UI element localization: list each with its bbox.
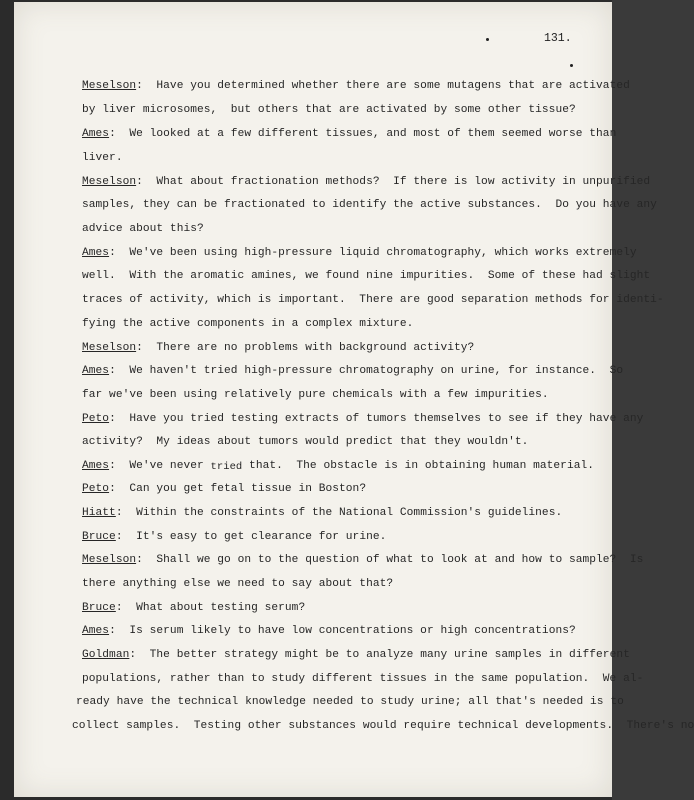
speaker-name: Ames	[82, 625, 110, 637]
transcript-line	[82, 460, 594, 472]
speech-text: : We've never	[109, 460, 211, 472]
inserted-word: tried	[210, 461, 243, 473]
ink-speck	[570, 64, 573, 67]
speech-text: : What about fractionation methods? If there is low activity in unpurified	[136, 176, 651, 188]
transcript-line: collect samples. Testing other substances would require technical developments. There's no	[72, 720, 694, 732]
transcript-line: far we've been using relatively pure chemicals with a few impurities.	[82, 389, 549, 401]
speaker-name: Ames	[82, 365, 110, 377]
transcript-line	[82, 247, 637, 259]
transcript-line: activity? My ideas about tumors would predict that they wouldn't.	[82, 436, 529, 448]
transcript-line	[82, 531, 386, 543]
speaker-name: Goldman	[82, 649, 130, 661]
speech-text: : There are no problems with background activity?	[136, 342, 475, 354]
transcript-line: samples, they can be fractionated to identify the active substances. Do you have any	[82, 199, 657, 211]
speaker-name: Ames	[82, 460, 110, 472]
speech-text: : Can you get fetal tissue in Boston?	[109, 483, 367, 495]
transcript-line: well. With the aromatic amines, we found nine impurities. Some of these had slight	[82, 270, 651, 282]
ink-speck	[486, 38, 489, 41]
speaker-name: Meselson	[82, 80, 137, 92]
transcript-line	[82, 507, 562, 519]
transcript-line	[82, 342, 474, 354]
page-number: 131.	[544, 32, 572, 45]
transcript-line: advice about this?	[82, 223, 204, 235]
speech-text: : It's easy to get clearance for urine.	[115, 531, 387, 543]
speech-text: that. The obstacle is in obtaining human material.	[242, 460, 595, 472]
transcript-line	[82, 554, 643, 566]
transcript-line: ready have the technical knowledge needed to study urine; all that's needed is to	[76, 696, 624, 708]
speech-text: : What about testing serum?	[115, 602, 306, 614]
speech-text: : The better strategy might be to analyze many urine samples in different	[129, 649, 630, 661]
speaker-name: Meselson	[82, 176, 137, 188]
speaker-name: Bruce	[82, 531, 116, 543]
transcript-line	[82, 625, 576, 637]
transcript-line: populations, rather than to study different tissues in the same population. We al-	[82, 673, 644, 685]
transcript-line: fying the active components in a complex mixture.	[82, 318, 414, 330]
transcript-line	[82, 602, 305, 614]
transcript-line	[82, 128, 616, 140]
speaker-name: Ames	[82, 247, 110, 259]
speech-text: : We looked at a few different tissues, and most of them seemed worse than	[109, 128, 617, 140]
transcript-line	[82, 176, 650, 188]
speech-text: : Is serum likely to have low concentrations or high concentrations?	[109, 625, 576, 637]
speaker-name: Hiatt	[82, 507, 116, 519]
speech-text: : Within the constraints of the National Commission's guidelines.	[115, 507, 563, 519]
transcript-line	[82, 483, 366, 495]
speaker-name: Peto	[82, 413, 110, 425]
transcript-line: there anything else we need to say about that?	[82, 578, 394, 590]
speaker-name: Meselson	[82, 342, 137, 354]
speech-text: : We've been using high-pressure liquid chromatography, which works extremely	[109, 247, 637, 259]
speech-text: : We haven't tried high-pressure chromatography on urine, for instance. So	[109, 365, 624, 377]
transcript-line: by liver microsomes, but others that are activated by some other tissue?	[82, 104, 576, 116]
speaker-name: Ames	[82, 128, 110, 140]
document-page	[14, 2, 694, 797]
speech-text: : Shall we go on to the question of what to look at and how to sample? Is	[136, 554, 644, 566]
speaker-name: Bruce	[82, 602, 116, 614]
transcript-line	[82, 365, 623, 377]
speaker-name: Meselson	[82, 554, 137, 566]
transcript-line	[82, 413, 643, 425]
speaker-name: Peto	[82, 483, 110, 495]
speech-text: : Have you tried testing extracts of tumors themselves to see if they have any	[109, 413, 644, 425]
transcript-line: traces of activity, which is important. There are good separation methods for identi-	[82, 294, 664, 306]
transcript-line	[82, 649, 630, 661]
transcript-line	[82, 80, 630, 92]
transcript-line: liver.	[82, 152, 123, 164]
speech-text: : Have you determined whether there are some mutagens that are activated	[136, 80, 630, 92]
